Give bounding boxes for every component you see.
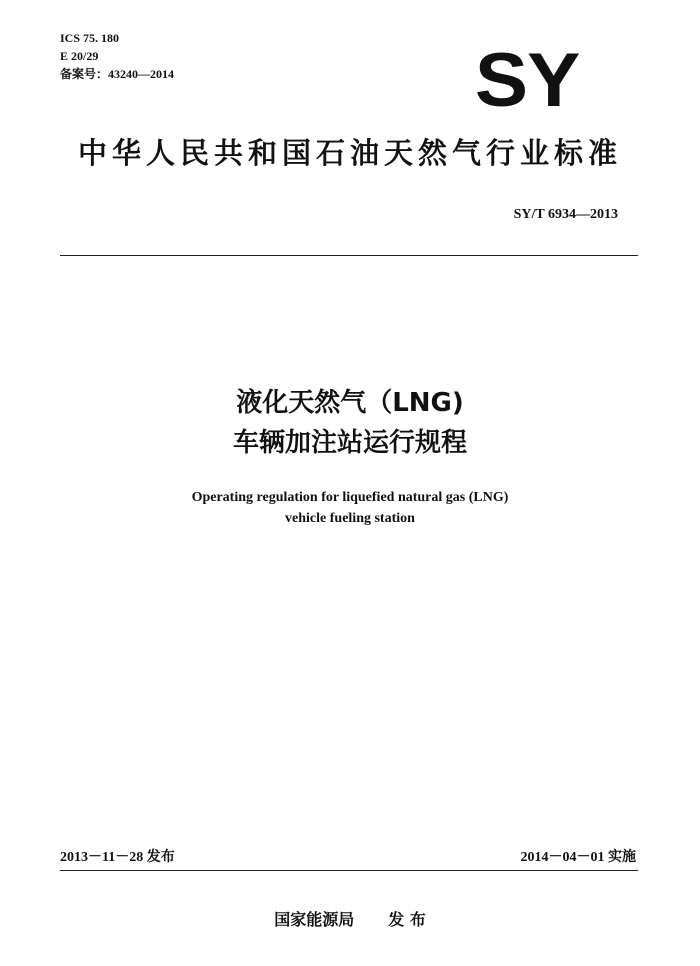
record-number: 备案号：43240—2014 xyxy=(60,67,175,81)
title-en-line1: Operating regulation for liquefied natural gas (LNG) xyxy=(191,490,509,505)
publisher-line xyxy=(60,908,640,932)
org-title: 中华人民共和国石油天然气行业标准 xyxy=(77,136,622,170)
issue-date: 2013－11－28 发布 xyxy=(60,850,175,865)
ics-code: ICS 75. 180 xyxy=(60,31,120,45)
implementation-date: 2014－04－01 实施 xyxy=(520,850,636,865)
sy-logo: SY xyxy=(474,38,580,123)
publisher-name: 国家能源局 xyxy=(274,910,355,929)
standard-code: SY/T 6934—2013 xyxy=(513,207,618,222)
publisher-action: 发 布 xyxy=(388,910,426,929)
title-en-line2: vehicle fueling station xyxy=(285,511,415,526)
title-zh-line1: 液化天然气（LNG) xyxy=(236,388,464,418)
top-divider xyxy=(60,255,638,256)
bottom-divider xyxy=(60,870,638,871)
title-zh-line2: 车辆加注站运行规程 xyxy=(232,428,467,458)
classification-code: E 20/29 xyxy=(60,49,99,63)
